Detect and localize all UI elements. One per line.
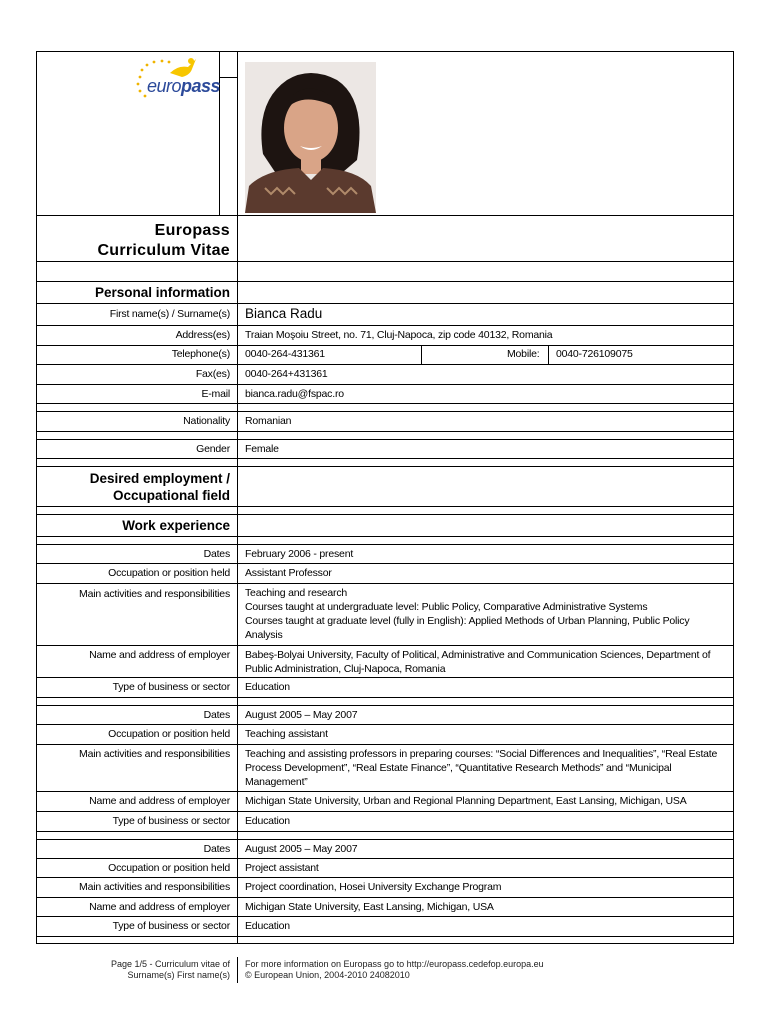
logo-divider-2 xyxy=(237,51,238,215)
telephone-value: 0040-264-431361 xyxy=(245,348,325,360)
fax-label: Fax(es) xyxy=(195,368,230,380)
job-employer-label: Name and address of employer xyxy=(89,901,230,913)
job-occupation: Project assistant xyxy=(245,862,319,874)
address-label: Address(es) xyxy=(175,329,230,341)
nationality-label: Nationality xyxy=(183,415,230,427)
gender-label: Gender xyxy=(196,443,230,455)
job-employer: Michigan State University, Urban and Regional Planning Department, East Lansing, Michigan, USA xyxy=(245,795,687,807)
job-dates: August 2005 – May 2007 xyxy=(245,709,358,721)
job-business: Education xyxy=(245,815,290,827)
footer-europass-info: For more information on Europass go to http://europass.cedefop.europa.eu © European Union, 2004-2010 24082010 xyxy=(245,959,544,980)
job-dates: August 2005 – May 2007 xyxy=(245,843,358,855)
job-occupation-label: Occupation or position held xyxy=(108,728,230,740)
job-business: Education xyxy=(245,920,290,932)
job-activities-label: Main activities and responsibilities xyxy=(79,881,230,893)
job-dates: February 2006 - present xyxy=(245,548,354,560)
mobile-divider xyxy=(421,345,422,364)
job-dates-label: Dates xyxy=(203,843,230,855)
mobile-value: 0040-726109075 xyxy=(556,348,633,360)
job-business-label: Type of business or sector xyxy=(112,815,230,827)
email-label: E-mail xyxy=(201,388,230,400)
job-occupation-label: Occupation or position held xyxy=(108,862,230,874)
job-activities-label: Main activities and responsibilities xyxy=(79,588,230,600)
full-name: Bianca Radu xyxy=(245,306,323,321)
europass-wordmark: europass xyxy=(147,76,221,96)
job-dates-label: Dates xyxy=(203,548,230,560)
job-business-label: Type of business or sector xyxy=(112,681,230,693)
desired-employment-heading: Desired employment / Occupational field xyxy=(89,471,230,503)
job-employer-label: Name and address of employer xyxy=(89,795,230,807)
job-employer: Babeş-Bolyai University, Faculty of Political, Administrative and Communication Sciences, Department of Public Administration, Cluj-Napoca, Romania xyxy=(245,649,711,675)
telephone-label: Telephone(s) xyxy=(171,348,230,360)
profile-photo xyxy=(245,62,376,213)
gender-value: Female xyxy=(245,443,279,455)
address-value: Traian Moşoiu Street, no. 71, Cluj-Napoca, zip code 40132, Romania xyxy=(245,329,553,341)
mobile-divider-2 xyxy=(548,345,549,364)
email-value[interactable]: bianca.radu@fspac.ro xyxy=(245,388,344,400)
mobile-label: Mobile: xyxy=(507,348,540,360)
job-activities-label: Main activities and responsibilities xyxy=(79,748,230,760)
nationality-value: Romanian xyxy=(245,415,292,427)
work-experience-heading: Work experience xyxy=(122,518,230,533)
job-occupation: Assistant Professor xyxy=(245,567,332,579)
job-business-label: Type of business or sector xyxy=(112,920,230,932)
footer-divider xyxy=(237,957,238,983)
job-activities: Teaching and research Courses taught at undergraduate level: Public Policy, Comparative Administrative Systems Courses taught at graduate level (fully in English): Applied Methods of Urban Planning, Public Policy Analysis xyxy=(245,587,690,641)
document-title: Europass Curriculum Vitae xyxy=(97,222,230,259)
job-employer-label: Name and address of employer xyxy=(89,649,230,661)
personal-information-heading: Personal information xyxy=(94,285,230,300)
job-occupation: Teaching assistant xyxy=(245,728,328,740)
fax-value: 0040-264+431361 xyxy=(245,368,328,380)
job-occupation-label: Occupation or position held xyxy=(108,567,230,579)
name-label: First name(s) / Surname(s) xyxy=(109,308,230,320)
job-activities: Project coordination, Hosei University Exchange Program xyxy=(245,881,502,893)
job-employer: Michigan State University, East Lansing, Michigan, USA xyxy=(245,901,494,913)
job-business: Education xyxy=(245,681,290,693)
footer-page-info: Page 1/5 - Curriculum vitae of Surname(s) First name(s) xyxy=(110,959,230,980)
job-dates-label: Dates xyxy=(203,709,230,721)
job-activities: Teaching and assisting professors in preparing courses: “Social Differences and Inequalities”, “Real Estate Process Development”, “Real Estate Finance”, “Quantitative Research Methods” and “Municipal Management” xyxy=(245,748,718,788)
